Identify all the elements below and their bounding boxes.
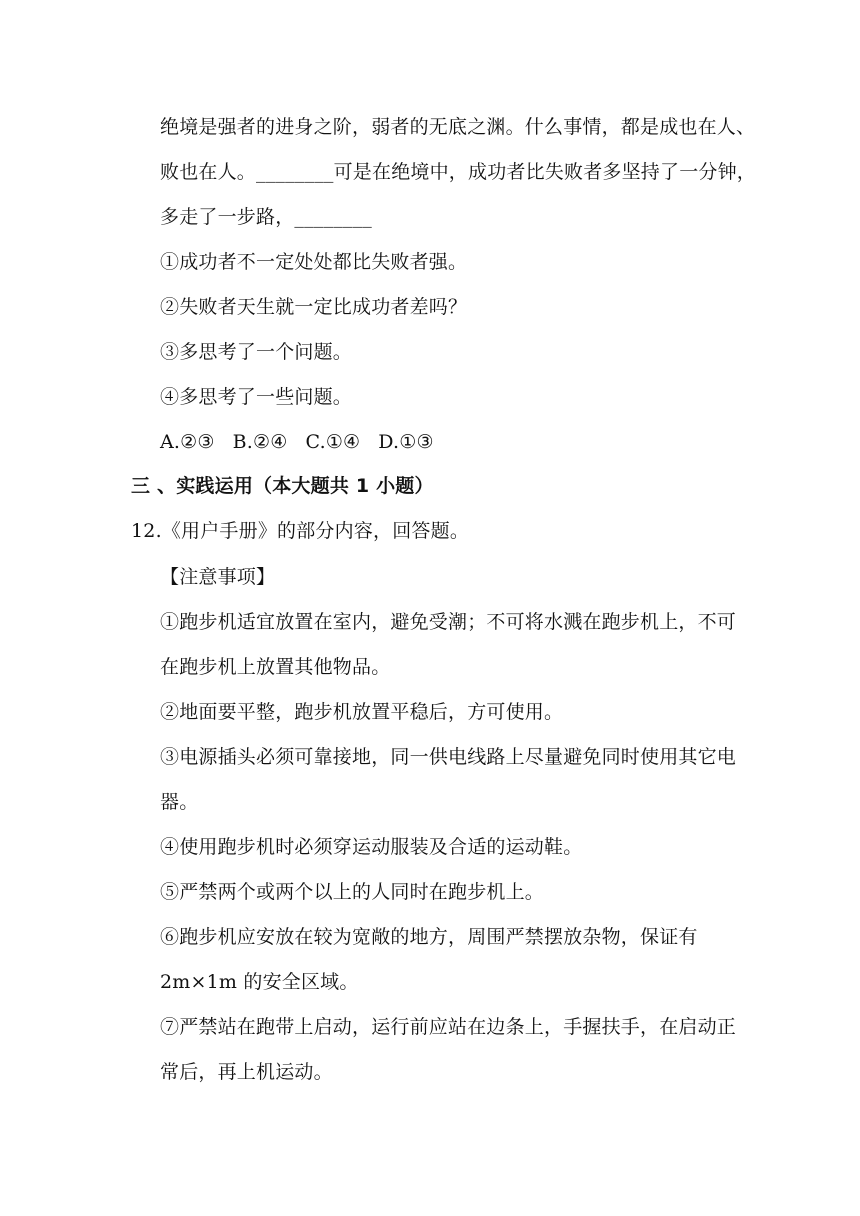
notice-item-2: ②地面要平整，跑步机放置平稳后，方可使用。 <box>160 701 564 723</box>
notice-item-4: ④使用跑步机时必须穿运动服装及合适的运动鞋。 <box>160 836 583 858</box>
notice-item-6-line-1: ⑥跑步机应安放在较为宽敞的地方，周围严禁摆放杂物，保证有 <box>160 926 698 948</box>
notice-item-3-line-2: 器。 <box>160 791 199 813</box>
notice-item-7-line-2: 常后，再上机运动。 <box>160 1061 333 1083</box>
notice-item-1-line-2: 在跑步机上放置其他物品。 <box>160 656 391 678</box>
choice-1: ①成功者不一定处处都比失败者强。 <box>160 251 468 273</box>
passage-line-2: 败也在人。________可是在绝境中，成功者比失败者多坚持了一分钟， <box>160 161 757 183</box>
notice-subheading: 【注意事项】 <box>160 566 276 588</box>
notice-item-7-line-1: ⑦严禁站在跑带上启动，运行前应站在边条上，手握扶手，在启动正 <box>160 1016 737 1038</box>
choice-4: ④多思考了一些问题。 <box>160 386 353 408</box>
answer-option-b: B.②④ <box>232 431 288 453</box>
answer-options <box>160 430 434 454</box>
answer-option-a: A.②③ <box>160 431 215 453</box>
answer-option-c: C.①④ <box>305 431 361 453</box>
notice-item-6-line-2: 2m×1m 的安全区域。 <box>160 971 359 993</box>
notice-item-3-line-1: ③电源插头必须可靠接地，同一供电线路上尽量避免同时使用其它电 <box>160 746 737 768</box>
question-12-stem: 12.《用户手册》的部分内容，回答题。 <box>131 520 470 542</box>
notice-item-1-line-1: ①跑步机适宜放置在室内，避免受潮；不可将水溅在跑步机上，不可 <box>160 611 737 633</box>
choice-3: ③多思考了一个问题。 <box>160 341 353 363</box>
passage-line-1: 绝境是强者的进身之阶，弱者的无底之渊。什么事情，都是成也在人、 <box>160 116 756 138</box>
answer-option-d: D.①③ <box>378 431 434 453</box>
choice-2: ②失败者天生就一定比成功者差吗？ <box>160 296 468 318</box>
notice-item-5: ⑤严禁两个或两个以上的人同时在跑步机上。 <box>160 881 545 903</box>
passage-line-3: 多走了一步路，________ <box>160 206 373 228</box>
section-heading: 三 、实践运用（本大题共 1 小题） <box>131 475 434 497</box>
